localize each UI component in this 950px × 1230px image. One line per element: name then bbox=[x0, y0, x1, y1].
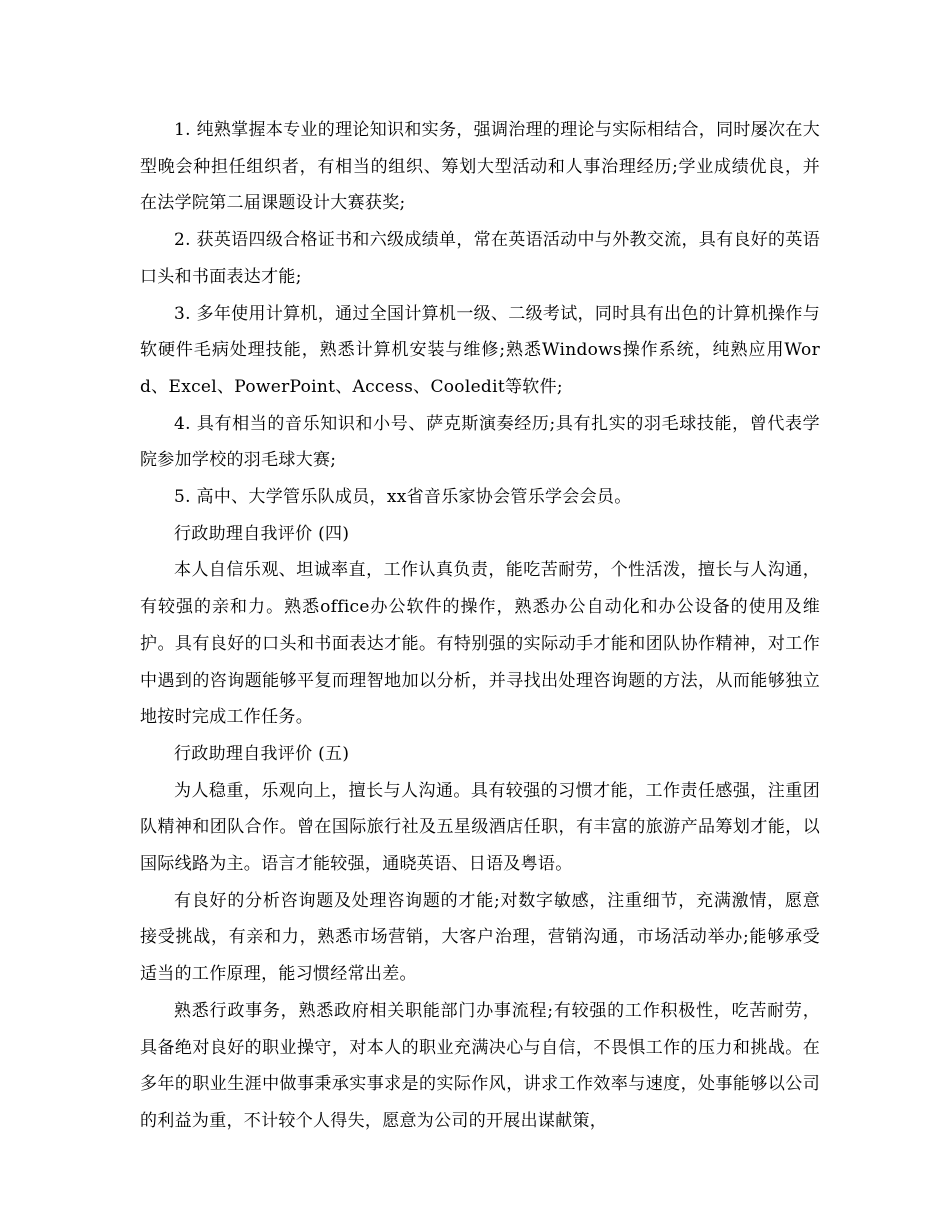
paragraph-item-1: 1. 纯熟掌握本专业的理论知识和实务，强调治理的理论与实际相结合，同时屡次在大型晚会种担任组织者，有相当的组织、筹划大型活动和人事治理经历;学业成绩优良，并在法学院第二届课题设计大赛获奖; bbox=[140, 120, 820, 214]
document-page bbox=[140, 112, 820, 1140]
section-heading-5: 行政助理自我评价 (五) bbox=[174, 743, 350, 764]
paragraph-section-4: 本人自信乐观、坦诚率直，工作认真负责，能吃苦耐劳，个性活泼，擅长与人沟通，有较强的亲和力。熟悉office办公软件的操作，熟悉办公自动化和办公设备的使用及维护。具有良好的口头和书面表达才能。有特别强的实际动手才能和团队协作精神，对工作中遇到的咨询题能够平复而理智地加以分析，并寻找出处理咨询题的方法，从而能够独立地按时完成工作任务。 bbox=[140, 560, 820, 728]
paragraph-item-3: 3. 多年使用计算机，通过全国计算机一级、二级考试，同时具有出色的计算机操作与软硬件毛病处理技能，熟悉计算机安装与维修;熟悉Windows操作系统，纯熟应用Word、Excel、PowerPoint、Access、Cooledit等软件; bbox=[140, 303, 820, 397]
paragraph-item-2: 2. 获英语四级合格证书和六级成绩单，常在英语活动中与外教交流，具有良好的英语口头和书面表达才能; bbox=[140, 230, 820, 287]
paragraph-section-5-b: 有良好的分析咨询题及处理咨询题的才能;对数字敏感，注重细节，充满激情，愿意接受挑战，有亲和力，熟悉市场营销，大客户治理，营销沟通，市场活动举办;能够承受适当的工作原理，能习惯经常出差。 bbox=[140, 890, 820, 985]
paragraph-item-4: 4. 具有相当的音乐知识和小号、萨克斯演奏经历;具有扎实的羽毛球技能，曾代表学院参加学校的羽毛球大赛; bbox=[140, 413, 820, 471]
paragraph-section-5-a: 为人稳重，乐观向上，擅长与人沟通。具有较强的习惯才能，工作责任感强，注重团队精神和团队合作。曾在国际旅行社及五星级酒店任职，有丰富的旅游产品筹划才能，以国际线路为主。语言才能较强，通晓英语、日语及粤语。 bbox=[140, 780, 820, 875]
paragraph-item-5: 5. 高中、大学管乐队成员，xx省音乐家协会管乐学会会员。 bbox=[174, 487, 632, 508]
section-heading-4: 行政助理自我评价 (四) bbox=[174, 523, 350, 544]
paragraph-section-5-c: 熟悉行政事务，熟悉政府相关职能部门办事流程;有较强的工作积极性，吃苦耐劳，具备绝对良好的职业操守，对本人的职业充满决心与自信，不畏惧工作的压力和挑战。在多年的职业生涯中做事秉承实事求是的实际作风，讲求工作效率与速度，处事能够以公司的利益为重，不计较个人得失，愿意为公司的开展出谋献策， bbox=[140, 1000, 820, 1131]
